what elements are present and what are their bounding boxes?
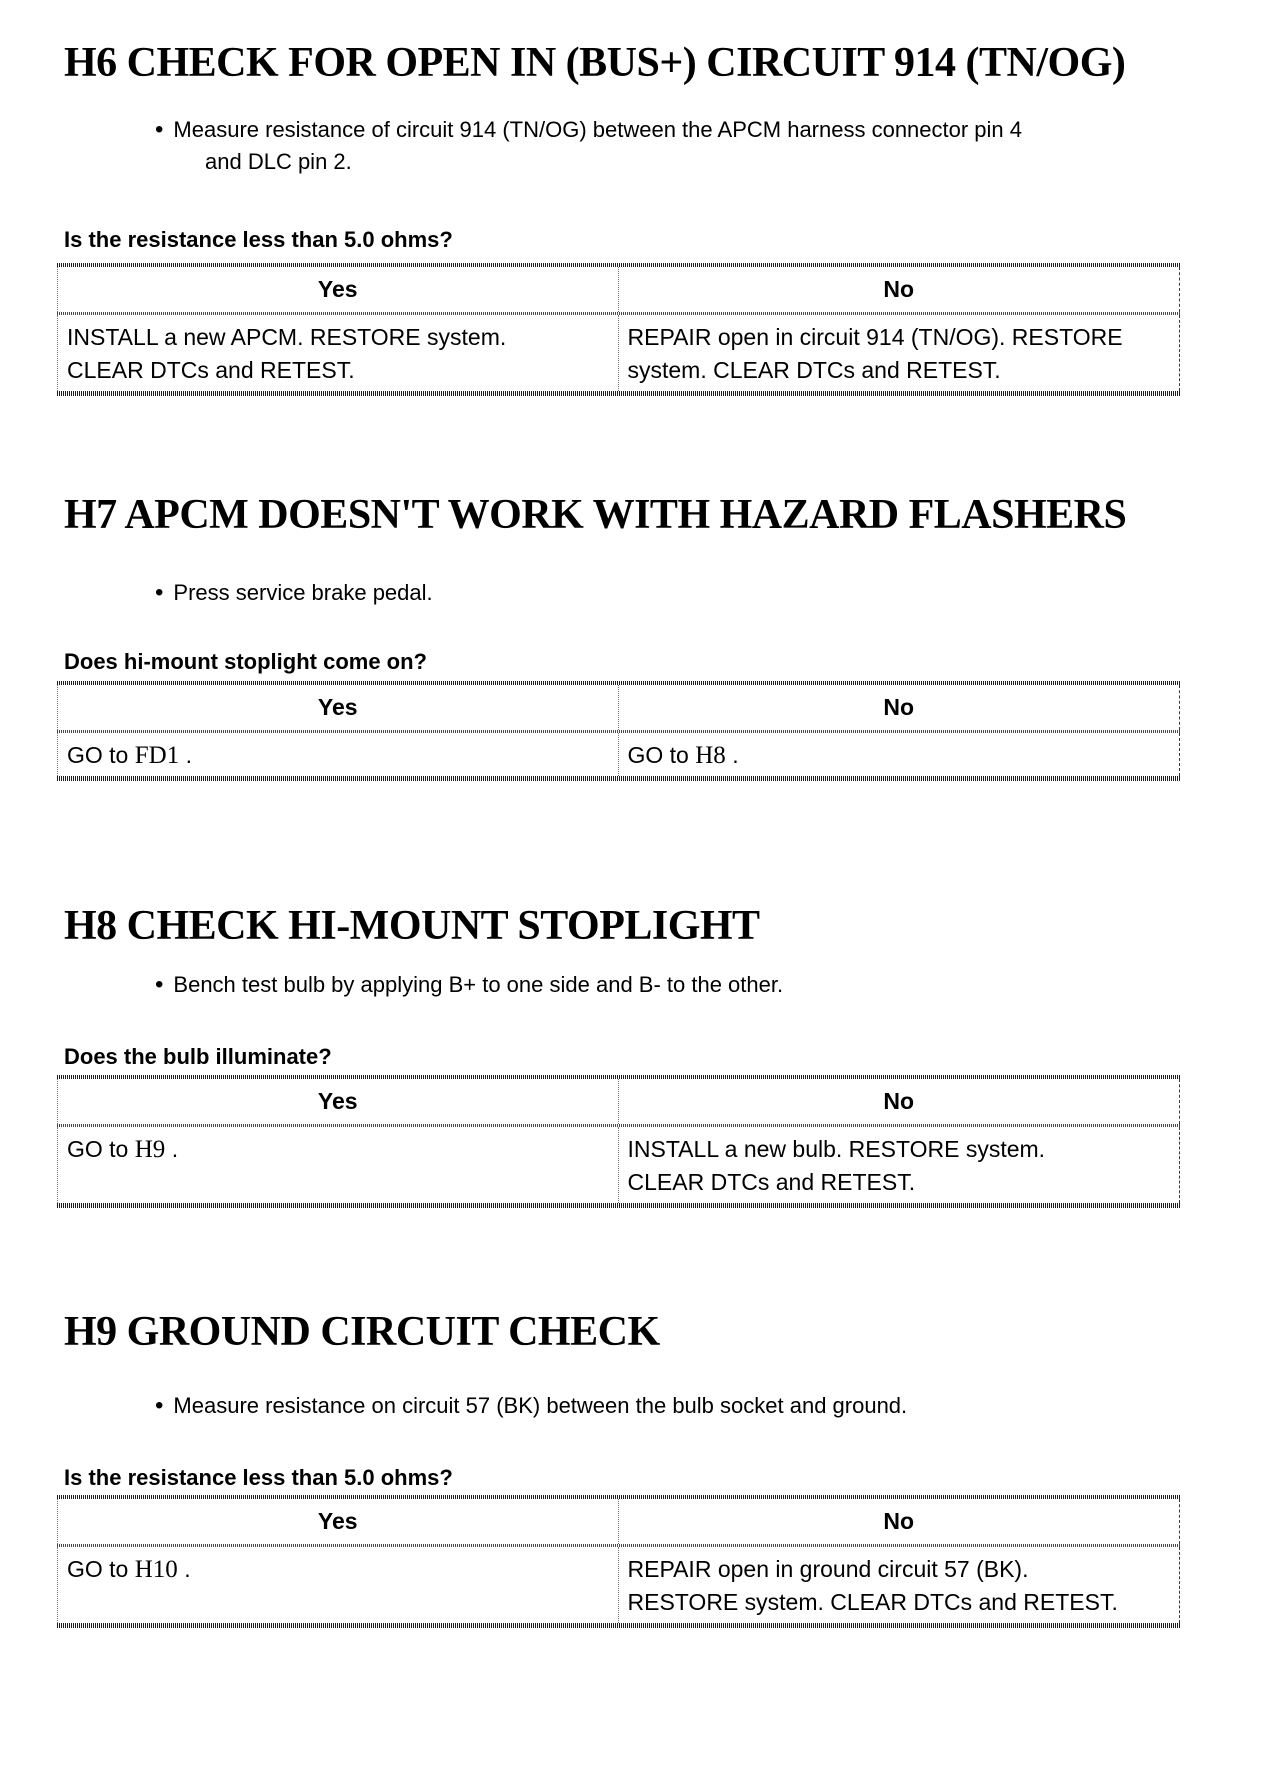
- no-header: No: [883, 1088, 915, 1114]
- bullet-item: [173, 114, 1045, 178]
- no-cell-text: REPAIR open in ground circuit 57 (BK). RESTORE system. CLEAR DTCs and RETEST.: [627, 1556, 1118, 1615]
- bullet-icon: [155, 1393, 173, 1418]
- bullet-item: [173, 1390, 1045, 1422]
- table-border-bottom: [57, 1203, 1180, 1208]
- no-cell: [619, 315, 1180, 391]
- table-body-row: [57, 1127, 1180, 1203]
- table-body-row: [57, 1547, 1180, 1623]
- goto-prefix: GO to: [627, 742, 696, 768]
- goto-suffix: .: [165, 1136, 179, 1162]
- bullet-text: Measure resistance on circuit 57 (BK) between the bulb socket and ground.: [173, 1393, 908, 1418]
- bullet-icon: [155, 580, 173, 605]
- decision-table: [57, 1075, 1180, 1208]
- goto-prefix: GO to: [67, 1556, 135, 1582]
- no-cell-text: INSTALL a new bulb. RESTORE system. CLEAR DTCs and RETEST.: [627, 1136, 1046, 1195]
- yes-header: Yes: [58, 1079, 619, 1124]
- question-text: Does hi-mount stoplight come on?: [64, 649, 427, 674]
- section-h9: [0, 1307, 1264, 1628]
- link-h10[interactable]: H10: [134, 1556, 178, 1583]
- question-text: Does the bulb illuminate?: [64, 1044, 332, 1069]
- goto-prefix: GO to: [67, 742, 135, 768]
- yes-cell-text: INSTALL a new APCM. RESTORE system. CLEAR DTCs and RETEST.: [67, 324, 507, 383]
- link-h8[interactable]: H8: [695, 742, 726, 769]
- goto-suffix: .: [177, 1556, 191, 1582]
- bullet-icon: [155, 972, 173, 997]
- link-fd1[interactable]: FD1: [134, 742, 180, 769]
- section-title: H8 CHECK HI-MOUNT STOPLIGHT: [64, 903, 760, 949]
- question-text: Is the resistance less than 5.0 ohms?: [64, 227, 453, 252]
- yes-header: Yes: [58, 1499, 619, 1544]
- bullet-item: [173, 969, 1045, 1001]
- decision-table: [57, 681, 1180, 781]
- yes-cell: [58, 1127, 619, 1203]
- bullet-text: Measure resistance of circuit 914 (TN/OG) between the APCM harness connector pin 4 and DLC pin 2.: [173, 117, 1023, 174]
- decision-table: [57, 263, 1180, 396]
- table-header-row: [57, 1499, 1180, 1544]
- table-body-row: [57, 315, 1180, 391]
- yes-cell: [58, 315, 619, 391]
- section-h8: [0, 901, 1264, 1208]
- section-title: H6 CHECK FOR OPEN IN (BUS+) CIRCUIT 914 (TN/OG): [64, 40, 1126, 86]
- yes-header: Yes: [58, 685, 619, 730]
- goto-suffix: .: [725, 742, 739, 768]
- table-header-row: [57, 685, 1180, 730]
- yes-cell: [58, 1547, 619, 1623]
- no-cell: [619, 733, 1180, 776]
- no-header: No: [883, 1508, 915, 1534]
- section-title: H7 APCM DOESN'T WORK WITH HAZARD FLASHERS: [64, 492, 1127, 538]
- bullet-item: [173, 577, 1045, 609]
- table-header-row: [57, 267, 1180, 312]
- no-cell: [619, 1127, 1180, 1203]
- section-title: H9 GROUND CIRCUIT CHECK: [64, 1309, 660, 1355]
- bullet-icon: [155, 117, 173, 142]
- table-header-row: [57, 1079, 1180, 1124]
- no-header: No: [883, 276, 915, 302]
- question-text: Is the resistance less than 5.0 ohms?: [64, 1465, 453, 1490]
- decision-table: [57, 1495, 1180, 1628]
- no-cell: [619, 1547, 1180, 1623]
- table-border-bottom: [57, 391, 1180, 396]
- section-h7: [0, 490, 1264, 781]
- no-header: No: [883, 694, 915, 720]
- bullet-text: Bench test bulb by applying B+ to one side and B- to the other.: [173, 972, 784, 997]
- table-border-bottom: [57, 776, 1180, 781]
- yes-header: Yes: [58, 267, 619, 312]
- section-h6: [0, 38, 1264, 396]
- bullet-text: Press service brake pedal.: [173, 580, 433, 605]
- goto-prefix: GO to: [67, 1136, 135, 1162]
- link-h9[interactable]: H9: [134, 1136, 166, 1163]
- no-cell-text: REPAIR open in circuit 914 (TN/OG). RESTORE system. CLEAR DTCs and RETEST.: [627, 324, 1123, 383]
- goto-suffix: .: [179, 742, 192, 768]
- table-body-row: [57, 733, 1180, 776]
- table-border-bottom: [57, 1623, 1180, 1628]
- yes-cell: [58, 733, 619, 776]
